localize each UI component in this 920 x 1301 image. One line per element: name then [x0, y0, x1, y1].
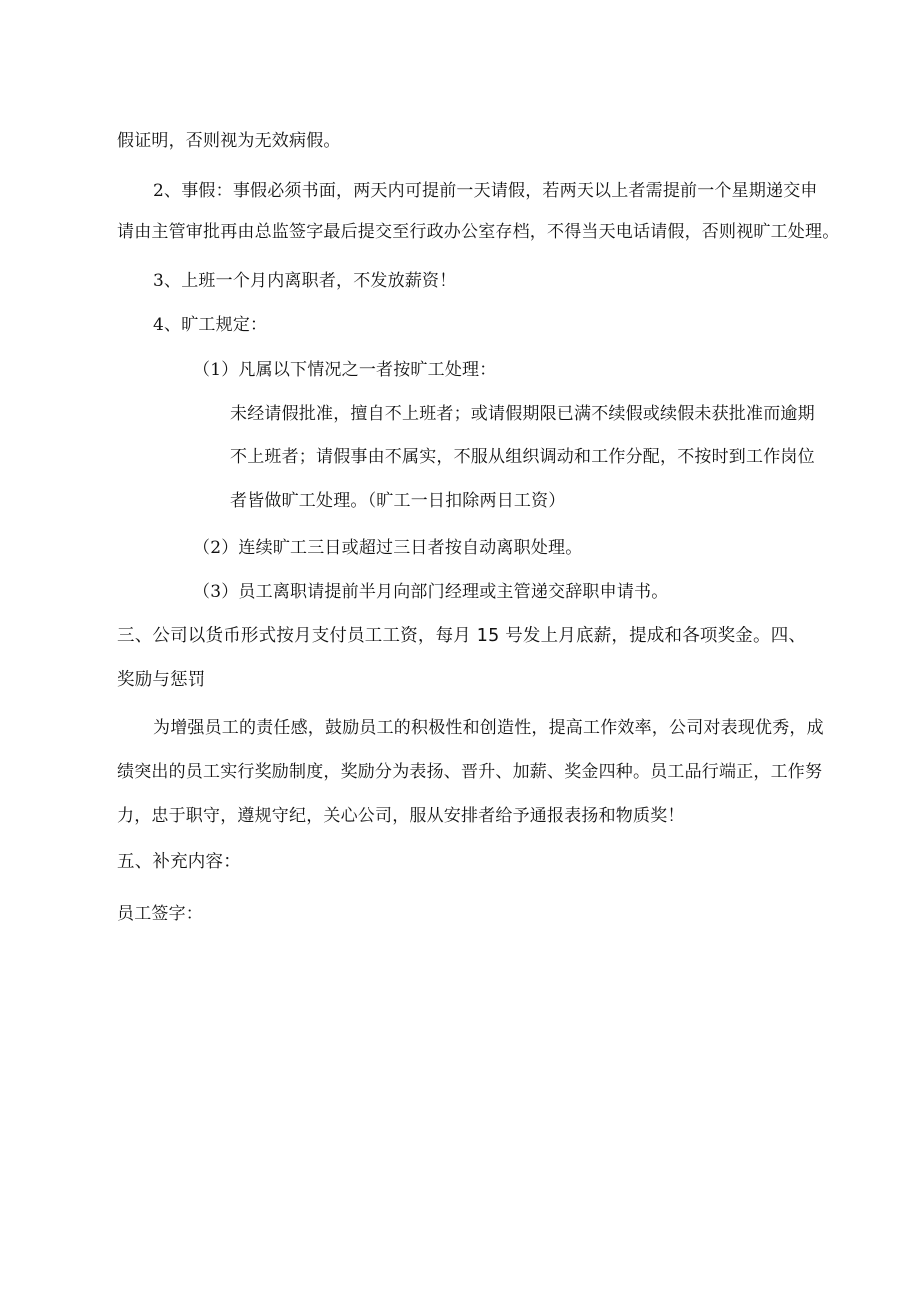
sick-leave-tail: 假证明，否则视为无效病假。	[117, 131, 341, 151]
absence-sub-1-line-1: 未经请假批准，擅自不上班者；或请假期限已满不续假或续假未获批准而逾期	[230, 404, 815, 424]
item-4-heading: 4、旷工规定：	[153, 315, 268, 335]
absence-sub-1-heading: （1）凡属以下情况之一者按旷工处理：	[193, 360, 497, 380]
section-5-heading: 五、补充内容：	[117, 852, 241, 872]
absence-sub-3: （3）员工离职请提前半月向部门经理或主管递交辞职申请书。	[193, 582, 669, 602]
absence-sub-1-line-2: 不上班者；请假事由不属实，不服从组织调动和工作分配，不按时到工作岗位	[230, 447, 815, 467]
rewards-line-1: 为增强员工的责任感，鼓励员工的积极性和创造性，提高工作效率，公司对表现优秀，成	[153, 718, 824, 738]
absence-sub-1-line-3: 者皆做旷工处理。（旷工一日扣除两日工资）	[230, 491, 566, 511]
rewards-line-2: 绩突出的员工实行奖励制度，奖励分为表扬、晋升、加薪、奖金四种。员工品行端正，工作努	[117, 762, 823, 782]
section-4-heading: 奖励与惩罚	[117, 670, 206, 690]
rewards-line-3: 力，忠于职守，遵规守纪，关心公司，服从安排者给予通报表扬和物质奖！	[117, 806, 685, 826]
personal-leave-line-2: 请由主管审批再由总监签字最后提交至行政办公室存档，不得当天电话请假，否则视旷工处理。	[117, 222, 840, 242]
employee-signature-label: 员工签字：	[117, 904, 203, 924]
absence-sub-2: （2）连续旷工三日或超过三日者按自动离职处理。	[193, 538, 583, 558]
section-3-line-1: 三、公司以货币形式按月支付员工工资，每月 15 号发上月底薪，提成和各项奖金。四、	[117, 626, 807, 646]
item-3-text: 3、上班一个月内离职者，不发放薪资！	[153, 271, 457, 291]
personal-leave-line-1: 2、事假：事假必须书面，两天内可提前一天请假，若两天以上者需提前一个星期递交申	[153, 181, 818, 201]
